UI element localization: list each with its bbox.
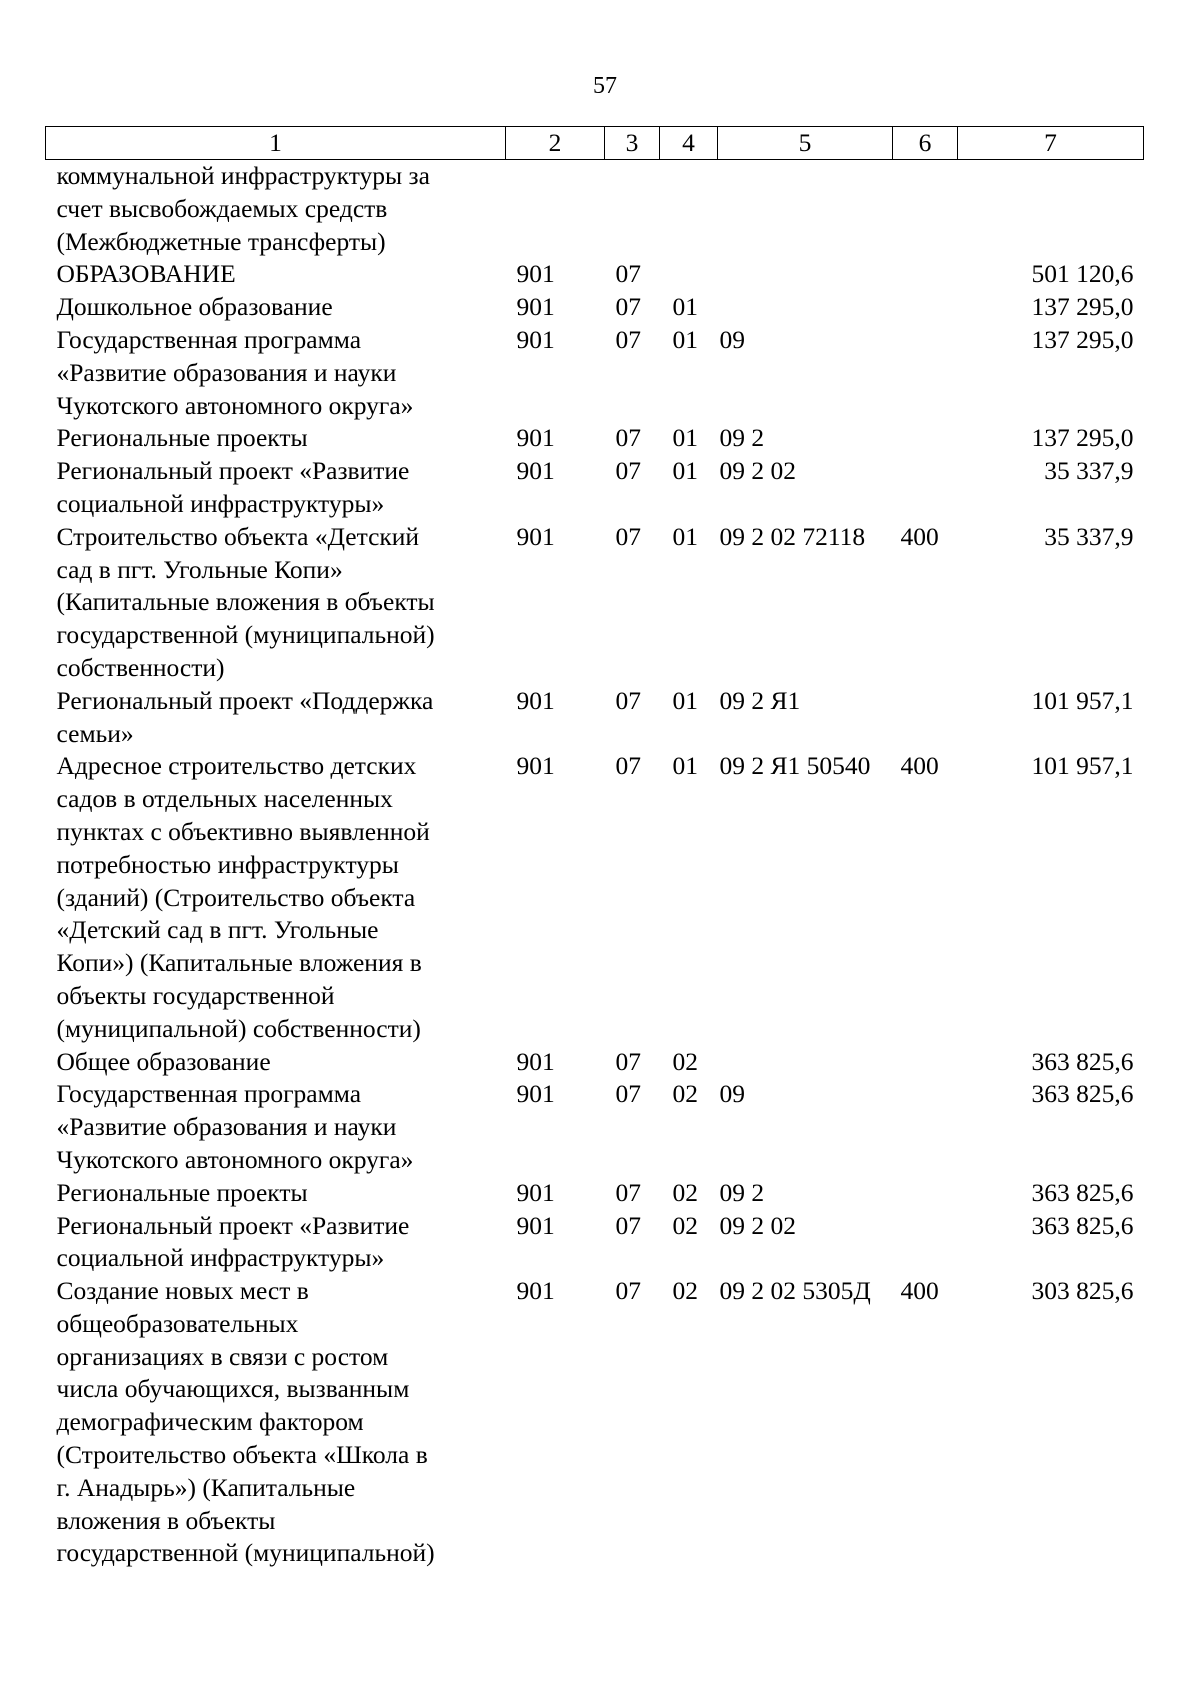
table-row — [46, 1078, 1144, 1176]
row-name-line: числа обучающихся, вызванным — [56, 1374, 410, 1404]
row-name-line: Адресное строительство детских — [56, 751, 417, 781]
cell-admin: 901 — [516, 1210, 555, 1240]
row-name-line: Региональный проект «Развитие — [56, 456, 410, 486]
table-header-row — [46, 127, 1144, 160]
cell-admin: 901 — [516, 259, 555, 289]
cell-vr: 400 — [900, 751, 939, 781]
cell-amount: 363 825,6 — [1031, 1210, 1134, 1240]
cell-vr — [893, 1177, 958, 1210]
cell-amount: 501 120,6 — [1031, 259, 1134, 289]
row-name-line: семьи» — [56, 718, 134, 748]
column-header-1: 1 — [46, 127, 506, 160]
table-row — [46, 1210, 1144, 1276]
table-body — [46, 160, 1144, 1571]
column-header-5: 5 — [718, 127, 893, 160]
cell-vr: 400 — [900, 1276, 939, 1306]
row-name — [46, 455, 506, 521]
cell-article — [718, 160, 893, 259]
row-name — [46, 750, 506, 1045]
cell-admin: 901 — [516, 1177, 555, 1207]
table-row — [46, 750, 1144, 1045]
row-name-line: садов в отдельных населенных — [56, 784, 393, 814]
cell-amount: 101 957,1 — [1031, 685, 1134, 715]
cell-subsection — [660, 160, 718, 259]
row-name-line: социальной инфраструктуры» — [56, 488, 385, 518]
cell-subsection: 01 — [672, 292, 698, 322]
row-name-line: Дошкольное образование — [56, 292, 333, 322]
table-row — [46, 1275, 1144, 1570]
cell-section: 07 — [615, 1046, 641, 1076]
cell-vr — [893, 422, 958, 455]
cell-article: 09 2 — [719, 1177, 765, 1207]
row-name — [46, 1078, 506, 1176]
row-name — [46, 1275, 506, 1570]
row-name — [46, 521, 506, 685]
table-row — [46, 291, 1144, 324]
cell-section: 07 — [615, 751, 641, 781]
cell-amount: 363 825,6 — [1031, 1079, 1134, 1109]
cell-section: 07 — [615, 1276, 641, 1306]
row-name-line: ОБРАЗОВАНИЕ — [56, 259, 236, 289]
row-name-line: Региональные проекты — [56, 1177, 308, 1207]
cell-article: 09 2 02 — [719, 456, 796, 486]
cell-section: 07 — [615, 1177, 641, 1207]
row-name — [46, 1177, 506, 1210]
column-header-2: 2 — [506, 127, 605, 160]
cell-subsection: 02 — [672, 1210, 698, 1240]
row-name-line: общеобразовательных — [56, 1308, 299, 1338]
row-name-line: счет высвобождаемых средств — [56, 193, 388, 223]
cell-article: 09 2 02 72118 — [719, 521, 866, 551]
table-row — [46, 1177, 1144, 1210]
row-name-line: Чукотского автономного округа» — [56, 390, 414, 420]
table-row — [46, 324, 1144, 422]
cell-vr — [893, 1046, 958, 1079]
row-name — [46, 685, 506, 751]
cell-amount: 35 337,9 — [1044, 521, 1134, 551]
cell-amount: 35 337,9 — [1044, 456, 1134, 486]
table-row — [46, 685, 1144, 751]
row-name-line: социальной инфраструктуры» — [56, 1243, 385, 1273]
cell-article — [718, 258, 893, 291]
cell-subsection — [660, 258, 718, 291]
cell-admin: 901 — [516, 751, 555, 781]
cell-section: 07 — [615, 259, 641, 289]
cell-article: 09 2 Я1 — [719, 685, 801, 715]
page-number: 57 — [593, 73, 617, 99]
cell-subsection: 01 — [672, 751, 698, 781]
cell-article: 09 2 Я1 50540 — [719, 751, 871, 781]
row-name-line: «Развитие образования и науки — [56, 357, 397, 387]
row-name-line: Региональный проект «Развитие — [56, 1210, 410, 1240]
row-name-line: организациях в связи с ростом — [56, 1341, 389, 1371]
cell-vr — [893, 1210, 958, 1276]
cell-vr — [893, 1078, 958, 1176]
cell-section: 07 — [615, 292, 641, 322]
cell-subsection: 02 — [672, 1276, 698, 1306]
cell-subsection: 01 — [672, 423, 698, 453]
cell-section: 07 — [615, 685, 641, 715]
row-name-line: государственной (муниципальной) — [56, 620, 435, 650]
budget-table — [45, 126, 1144, 1570]
cell-vr — [893, 258, 958, 291]
row-name-line: (зданий) (Строительство объекта — [56, 882, 416, 912]
cell-vr: 400 — [900, 521, 939, 551]
cell-subsection: 01 — [672, 685, 698, 715]
cell-article: 09 2 02 5305Д — [719, 1276, 871, 1306]
row-name — [46, 258, 506, 291]
cell-amount: 137 295,0 — [1031, 324, 1134, 354]
row-name-line: сад в пгт. Угольные Копи» — [56, 554, 343, 584]
cell-section: 07 — [615, 1079, 641, 1109]
row-name — [46, 422, 506, 455]
cell-section: 07 — [615, 521, 641, 551]
row-name-line: (Строительство объекта «Школа в — [56, 1440, 428, 1470]
cell-admin: 901 — [516, 521, 555, 551]
cell-subsection: 02 — [672, 1079, 698, 1109]
row-name-line: Государственная программа — [56, 1079, 362, 1109]
row-name-line: Общее образование — [56, 1046, 271, 1076]
cell-article — [718, 1046, 893, 1079]
cell-amount: 363 825,6 — [1031, 1046, 1134, 1076]
row-name-line: Государственная программа — [56, 324, 362, 354]
table-row — [46, 160, 1144, 259]
row-name — [46, 1046, 506, 1079]
column-header-7: 7 — [958, 127, 1144, 160]
cell-section: 07 — [615, 324, 641, 354]
row-name-line: демографическим фактором — [56, 1407, 364, 1437]
cell-admin: 901 — [516, 324, 555, 354]
cell-section — [605, 160, 660, 259]
row-name-line: Создание новых мест в — [56, 1276, 309, 1306]
cell-article: 09 2 — [719, 423, 765, 453]
cell-admin: 901 — [516, 456, 555, 486]
cell-vr — [893, 455, 958, 521]
cell-subsection: 01 — [672, 456, 698, 486]
cell-article: 09 — [719, 324, 745, 354]
row-name-line: г. Анадырь») (Капитальные — [56, 1472, 356, 1502]
row-name — [46, 1210, 506, 1276]
row-name — [46, 324, 506, 422]
row-name-line: пунктах с объективно выявленной — [56, 816, 430, 846]
table-row — [46, 455, 1144, 521]
cell-admin: 901 — [516, 1276, 555, 1306]
cell-vr — [893, 685, 958, 751]
cell-article: 09 — [719, 1079, 745, 1109]
row-name — [46, 291, 506, 324]
row-name-line: объекты государственной — [56, 980, 335, 1010]
cell-section: 07 — [615, 1210, 641, 1240]
cell-subsection: 02 — [672, 1177, 698, 1207]
row-name-line: «Развитие образования и науки — [56, 1112, 397, 1142]
cell-amount: 363 825,6 — [1031, 1177, 1134, 1207]
row-name-line: потребностью инфраструктуры — [56, 849, 399, 879]
table-row — [46, 521, 1144, 685]
table-row — [46, 1046, 1144, 1079]
cell-amount — [958, 160, 1144, 259]
row-name — [46, 160, 506, 259]
row-name-line: (Капитальные вложения в объекты — [56, 587, 435, 617]
cell-vr — [893, 291, 958, 324]
cell-article: 09 2 02 — [719, 1210, 796, 1240]
cell-subsection: 01 — [672, 521, 698, 551]
cell-admin: 901 — [516, 292, 555, 322]
cell-admin: 901 — [516, 685, 555, 715]
row-name-line: Копи») (Капитальные вложения в — [56, 948, 422, 978]
cell-admin — [506, 160, 605, 259]
row-name-line: «Детский сад в пгт. Угольные — [56, 915, 379, 945]
cell-amount: 137 295,0 — [1031, 423, 1134, 453]
cell-vr — [893, 160, 958, 259]
table-row — [46, 422, 1144, 455]
row-name-line: коммунальной инфраструктуры за — [56, 161, 430, 190]
column-header-4: 4 — [660, 127, 718, 160]
cell-amount: 137 295,0 — [1031, 292, 1134, 322]
row-name-line: Региональный проект «Поддержка — [56, 685, 434, 715]
cell-section: 07 — [615, 423, 641, 453]
table-row — [46, 258, 1144, 291]
cell-amount: 303 825,6 — [1031, 1276, 1134, 1306]
column-header-3: 3 — [605, 127, 660, 160]
cell-subsection: 02 — [672, 1046, 698, 1076]
row-name-line: государственной (муниципальной) — [56, 1538, 435, 1568]
cell-admin: 901 — [516, 423, 555, 453]
row-name-line: собственности) — [56, 652, 225, 682]
row-name-line: Строительство объекта «Детский — [56, 521, 420, 551]
row-name-line: (муниципальной) собственности) — [56, 1013, 421, 1043]
row-name-line: Региональные проекты — [56, 423, 308, 453]
cell-vr — [893, 324, 958, 422]
row-name-line: вложения в объекты — [56, 1505, 276, 1535]
cell-section: 07 — [615, 456, 641, 486]
cell-admin: 901 — [516, 1046, 555, 1076]
cell-subsection: 01 — [672, 324, 698, 354]
row-name-line: Чукотского автономного округа» — [56, 1144, 414, 1174]
cell-amount: 101 957,1 — [1031, 751, 1134, 781]
column-header-6: 6 — [893, 127, 958, 160]
cell-article — [718, 291, 893, 324]
row-name-line: (Межбюджетные трансферты) — [56, 226, 386, 256]
cell-admin: 901 — [516, 1079, 555, 1109]
